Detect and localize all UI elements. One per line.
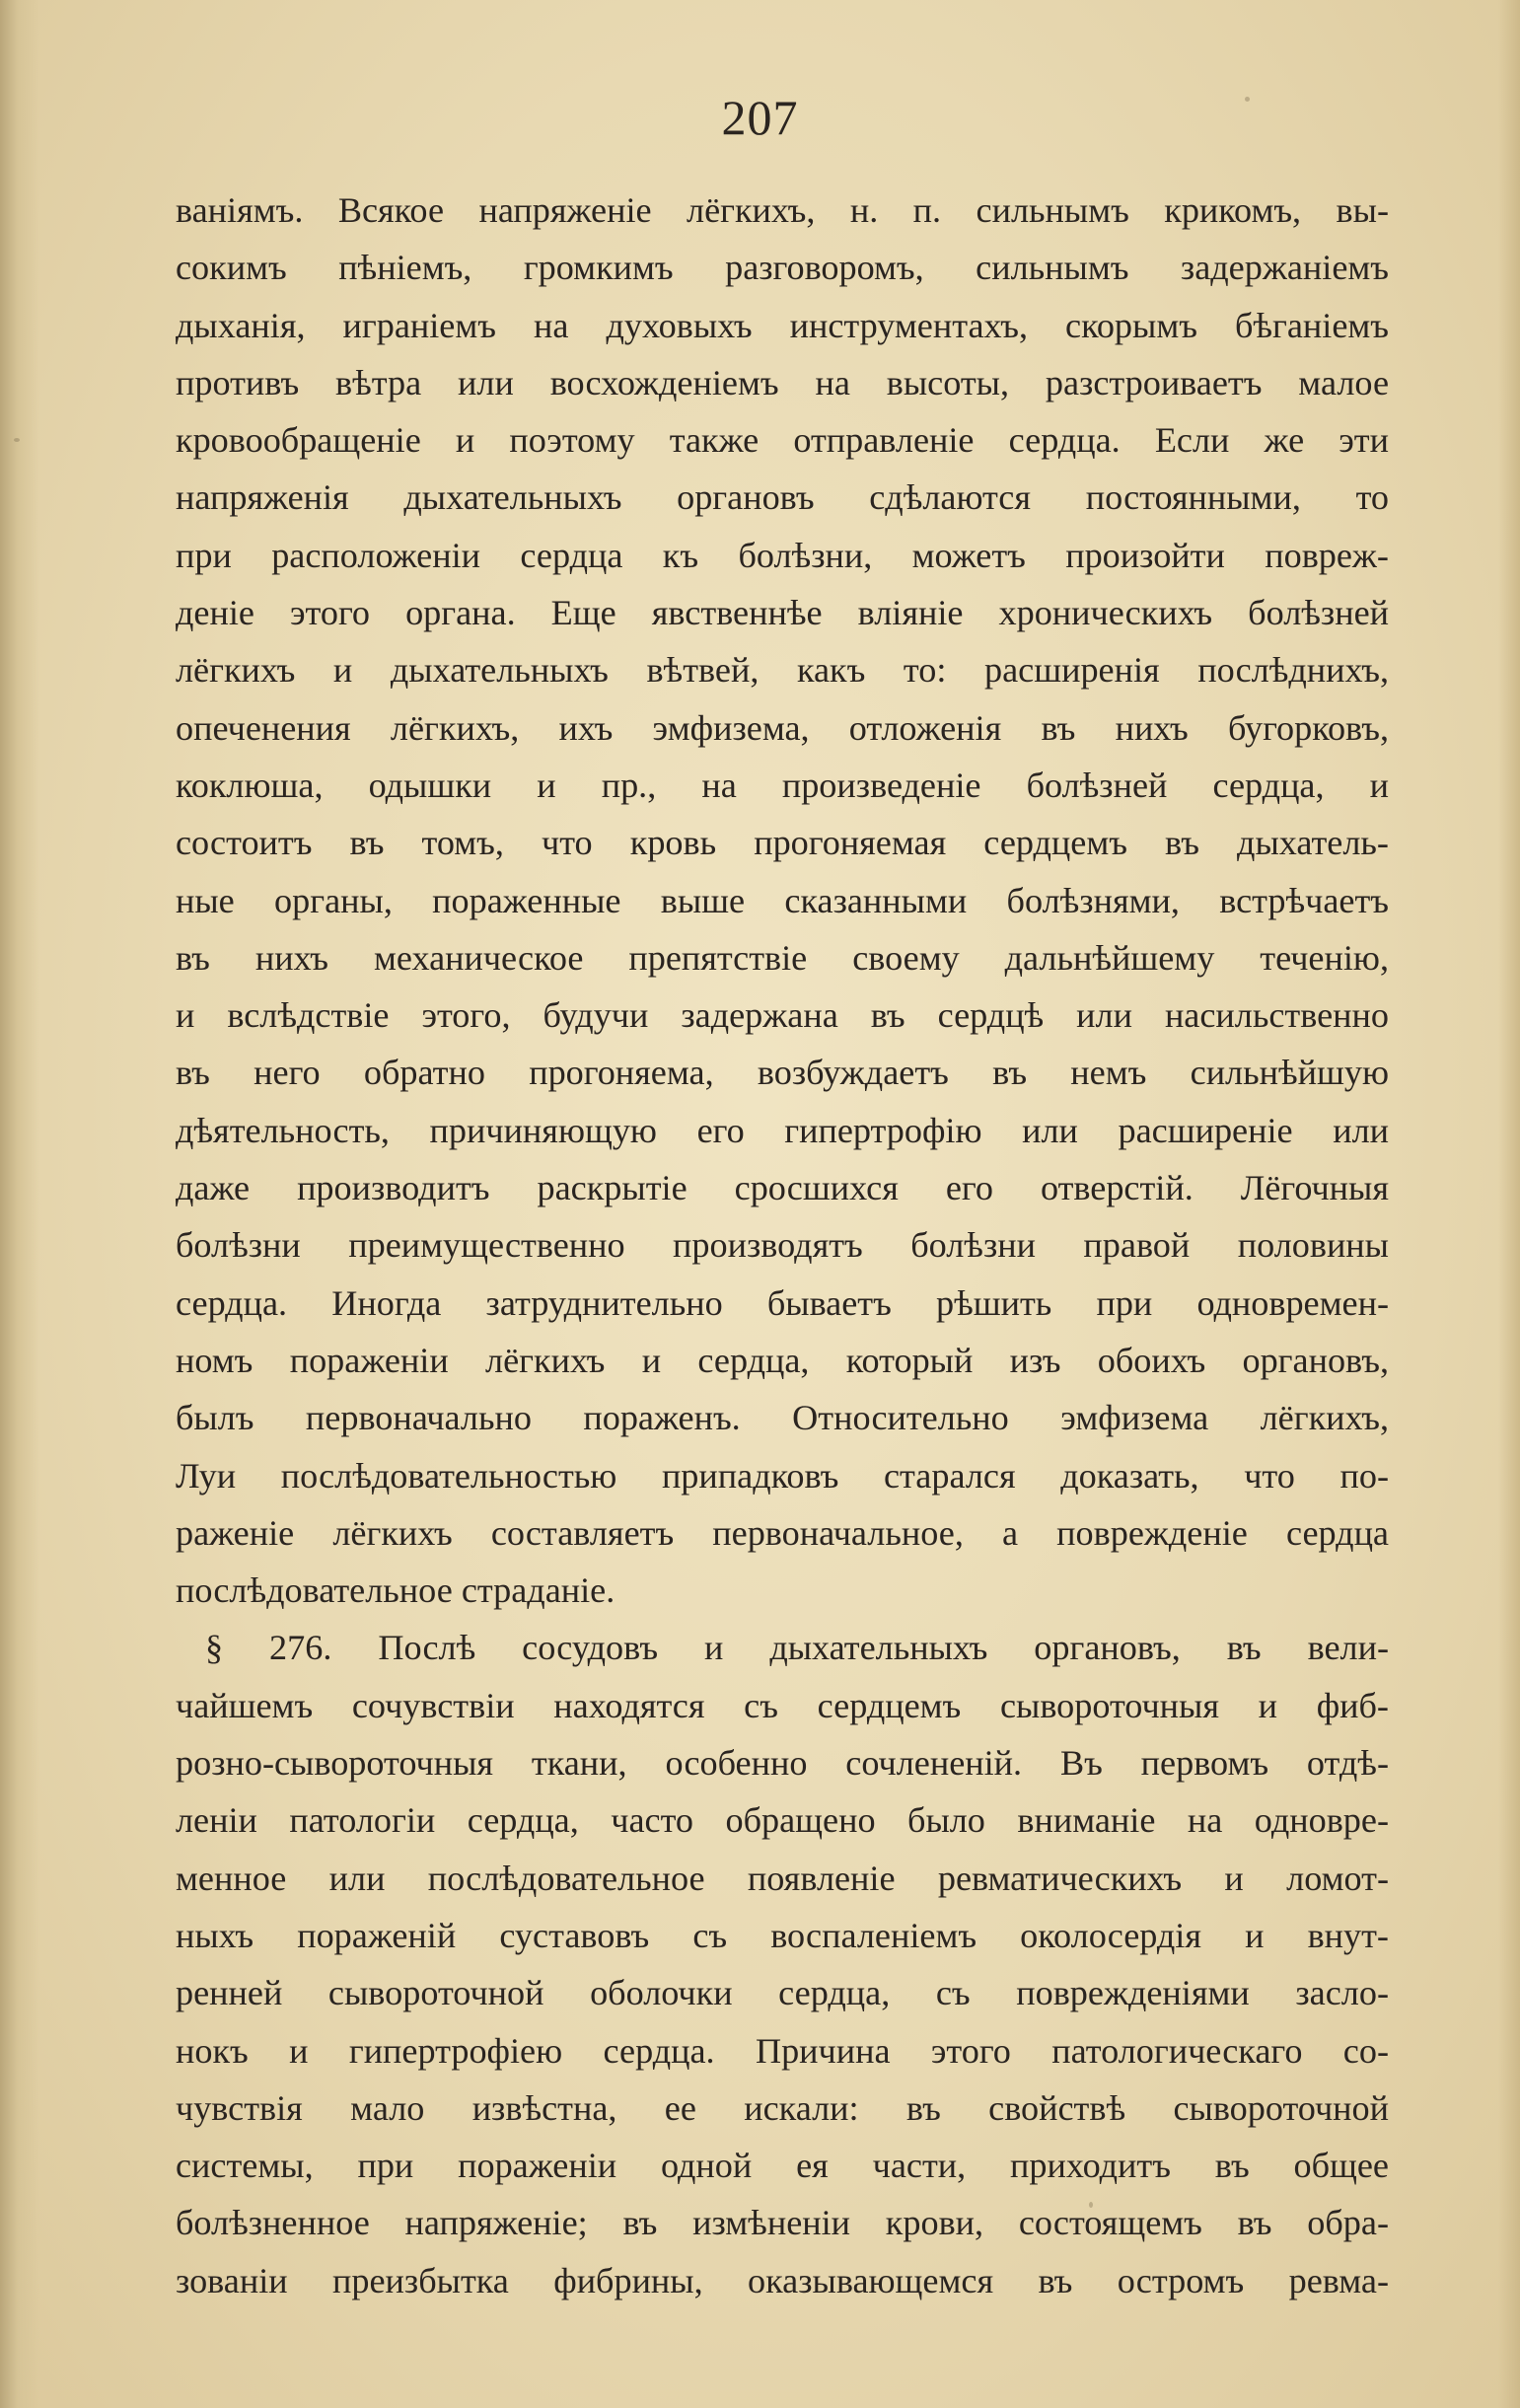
text-line: ные органы, пораженные выше сказанными болѣзнями, встрѣчаетъ — [176, 880, 1389, 920]
text-line: кровообращеніе и поэтому также отправленіе сердца. Если же эти — [176, 420, 1389, 461]
text-line: ренней сывороточной оболочки сердца, съ поврежденіями засло- — [176, 1973, 1389, 2013]
text-line: напряженія дыхательныхъ органовъ сдѣлаются постоянными, то — [176, 477, 1389, 518]
text-line: даже производитъ раскрытіе сросшихся его отверстій. Лёгочныя — [176, 1168, 1389, 1208]
page-edge-shadow — [1498, 0, 1520, 2408]
paragraph-end-line: послѣдовательное страданіе. — [176, 1570, 615, 1611]
body-text — [176, 182, 1389, 2309]
text-line: Луи послѣдовательностью припадковъ старался доказать, что по- — [176, 1455, 1389, 1496]
text-line: нокъ и гипертрофіею сердца. Причина этого патологическаго со- — [176, 2030, 1389, 2071]
text-line: дыханія, играніемъ на духовыхъ инструментахъ, скорымъ бѣганіемъ — [176, 305, 1389, 345]
text-line: деніе этого органа. Еще явственнѣе вліяніе хроническихъ болѣзней — [176, 593, 1389, 633]
text-line: опеченения лёгкихъ, ихъ эмфизема, отложенія въ нихъ бугорковъ, — [176, 707, 1389, 748]
text-line: сердца. Иногда затруднительно бываетъ рѣшить при одновремен- — [176, 1282, 1389, 1323]
text-line: чайшемъ сочувствіи находятся съ сердцемъ сывороточныя и фиб- — [176, 1685, 1389, 1725]
text-line: коклюша, одышки и пр., на произведеніе болѣзней сердца, и — [176, 765, 1389, 805]
text-line: раженіе лёгкихъ составляетъ первоначальное, а поврежденіе сердца — [176, 1512, 1389, 1553]
text-line: болѣзненное напряженіе; въ измѣненіи крови, состоящемъ въ обра- — [176, 2203, 1389, 2243]
text-line: леніи патологіи сердца, часто обращено было вниманіе на одновре- — [176, 1800, 1389, 1841]
text-line: розно-сывороточныя ткани, особенно сочлененій. Въ первомъ отдѣ- — [176, 1743, 1389, 1784]
text-line: ныхъ пораженій суставовъ съ воспаленіемъ околосердія и внут- — [176, 1915, 1389, 1955]
paper-speck — [1245, 97, 1250, 102]
text-line: дѣятельность, причиняющую его гипертрофію или расширеніе или — [176, 1110, 1389, 1150]
text-line: ваніямъ. Всякое напряженіе лёгкихъ, н. п. сильнымъ крикомъ, вы- — [176, 190, 1389, 230]
text-line: болѣзни преимущественно производятъ болѣзни правой половины — [176, 1225, 1389, 1266]
text-line: состоитъ въ томъ, что кровь прогоняемая сердцемъ въ дыхатель- — [176, 823, 1389, 863]
paper-speck — [14, 438, 20, 442]
binding-shadow — [0, 0, 39, 2408]
text-line: лёгкихъ и дыхательныхъ вѣтвей, какъ то: расширенія послѣднихъ, — [176, 650, 1389, 691]
text-line: менное или послѣдовательное появленіе ревматическихъ и ломот- — [176, 1858, 1389, 1898]
section-heading-line: § 276. Послѣ сосудовъ и дыхательныхъ органовъ, въ вели- — [205, 1628, 1389, 1668]
text-line: сокимъ пѣніемъ, громкимъ разговоромъ, сильнымъ задержаніемъ — [176, 248, 1389, 288]
text-line: системы, при пораженіи одной ея части, приходитъ въ общее — [176, 2146, 1389, 2186]
text-line: былъ первоначально пораженъ. Относительно эмфизема лёгкихъ, — [176, 1398, 1389, 1438]
text-line: и вслѣдствіе этого, будучи задержана въ сердцѣ или насильственно — [176, 995, 1389, 1036]
text-line: зованіи преизбытка фибрины, оказывающемся въ остромъ ревма- — [176, 2260, 1389, 2300]
text-line: чувствія мало извѣстна, ее искали: въ свойствѣ сывороточной — [176, 2087, 1389, 2128]
paper-speck — [1089, 2202, 1093, 2208]
text-line: противъ вѣтра или восхожденіемъ на высоты, разстроиваетъ малое — [176, 362, 1389, 402]
text-line: номъ пораженіи лёгкихъ и сердца, который изъ обоихъ органовъ, — [176, 1340, 1389, 1380]
text-line: при расположеніи сердца къ болѣзни, можетъ произойти повреж- — [176, 535, 1389, 575]
text-line: въ него обратно прогоняема, возбуждаетъ въ немъ сильнѣйшую — [176, 1053, 1389, 1093]
page-number: 207 — [721, 90, 799, 145]
text-line: въ нихъ механическое препятствіе своему дальнѣйшему теченію, — [176, 937, 1389, 978]
